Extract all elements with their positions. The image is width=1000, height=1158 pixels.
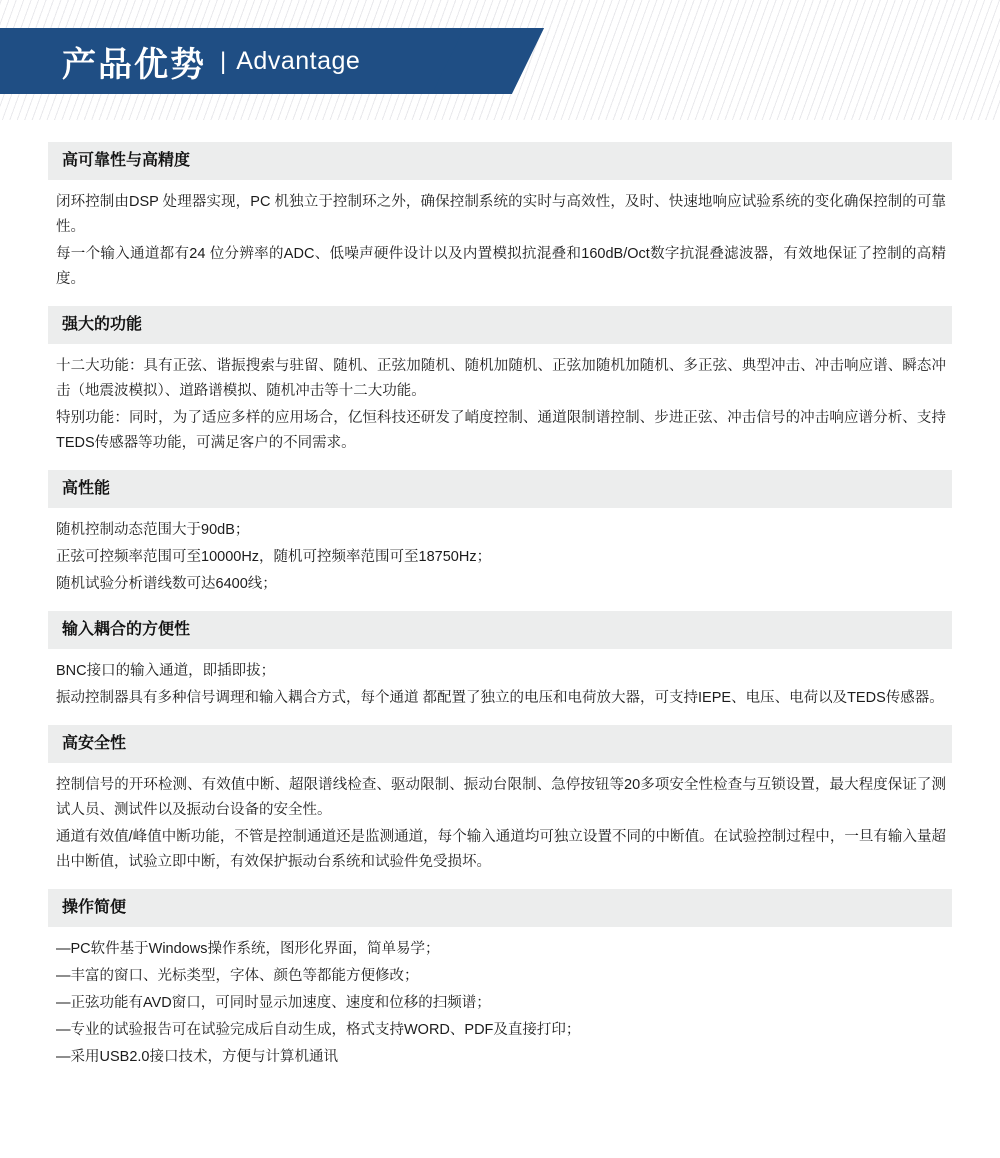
banner-title-en: Advantage — [236, 46, 361, 75]
section-body — [48, 180, 952, 292]
section-body — [48, 344, 952, 456]
paragraph: BNC接口的输入通道，即插即拔； — [56, 663, 276, 679]
paragraph: 每一个输入通道都有24 位分辨率的ADC、低噪声硬件设计以及内置模拟抗混叠和160dB/Oct数字抗混叠滤波器，有效地保证了控制的高精度。 — [56, 246, 946, 287]
banner-title-group — [62, 28, 360, 94]
section-input-coupling — [48, 611, 952, 711]
paragraph: 随机试验分析谱线数可达6400线； — [56, 576, 277, 592]
paragraph: —专业的试验报告可在试验完成后自动生成，格式支持WORD、PDF及直接打印； — [56, 1022, 581, 1038]
section-title: 强大的功能 — [48, 306, 952, 344]
section-title: 操作简便 — [48, 889, 952, 927]
section-title: 高安全性 — [48, 725, 952, 763]
banner-title-cn: 产品优势 — [62, 45, 206, 84]
section-body — [48, 508, 952, 597]
section-performance — [48, 470, 952, 597]
paragraph: —采用USB2.0接口技术，方便与计算机通讯 — [56, 1049, 338, 1065]
banner-title-separator: | — [220, 48, 227, 75]
paragraph: 控制信号的开环检测、有效值中断、超限谱线检查、驱动限制、振动台限制、急停按钮等20多项安全性检查与互锁设置，最大程度保证了测试人员、测试件以及振动台设备的安全性。 — [56, 777, 946, 818]
paragraph: 闭环控制由DSP 处理器实现，PC 机独立于控制环之外，确保控制系统的实时与高效性，及时、快速地响应试验系统的变化确保控制的可靠性。 — [56, 194, 946, 235]
section-title: 高可靠性与高精度 — [48, 142, 952, 180]
section-body — [48, 763, 952, 875]
paragraph: 振动控制器具有多种信号调理和输入耦合方式，每个通道 都配置了独立的电压和电荷放大器，可支持IEPE、电压、电荷以及TEDS传感器。 — [56, 690, 944, 706]
section-title: 输入耦合的方便性 — [48, 611, 952, 649]
page-banner — [0, 0, 1000, 120]
paragraph: —正弦功能有AVD窗口，可同时显示加速度、速度和位移的扫频谱； — [56, 995, 491, 1011]
content-area — [0, 120, 1000, 1070]
section-title: 高性能 — [48, 470, 952, 508]
section-body — [48, 649, 952, 711]
section-ease-of-use — [48, 889, 952, 1070]
paragraph: 随机控制动态范围大于90dB； — [56, 522, 250, 538]
section-functions — [48, 306, 952, 456]
section-reliability — [48, 142, 952, 292]
section-body — [48, 927, 952, 1070]
paragraph: —丰富的窗口、光标类型，字体、颜色等都能方便修改； — [56, 968, 419, 984]
paragraph: 通道有效值/峰值中断功能，不管是控制通道还是监测通道，每个输入通道均可独立设置不同的中断值。在试验控制过程中，一旦有输入量超出中断值，试验立即中断，有效保护振动台系统和试验件免受损坏。 — [56, 829, 946, 870]
paragraph: 十二大功能：具有正弦、谐振搜索与驻留、随机、正弦加随机、随机加随机、正弦加随机加随机、多正弦、典型冲击、冲击响应谱、瞬态冲击（地震波模拟）、道路谱模拟、随机冲击等十二大功能。 — [56, 358, 946, 399]
paragraph: —PC软件基于Windows操作系统，图形化界面，简单易学； — [56, 941, 440, 957]
section-safety — [48, 725, 952, 875]
paragraph: 特别功能：同时，为了适应多样的应用场合，亿恒科技还研发了峭度控制、通道限制谱控制、步进正弦、冲击信号的冲击响应谱分析、支持TEDS传感器等功能，可满足客户的不同需求。 — [56, 410, 946, 451]
paragraph: 正弦可控频率范围可至10000Hz，随机可控频率范围可至18750Hz； — [56, 549, 492, 565]
